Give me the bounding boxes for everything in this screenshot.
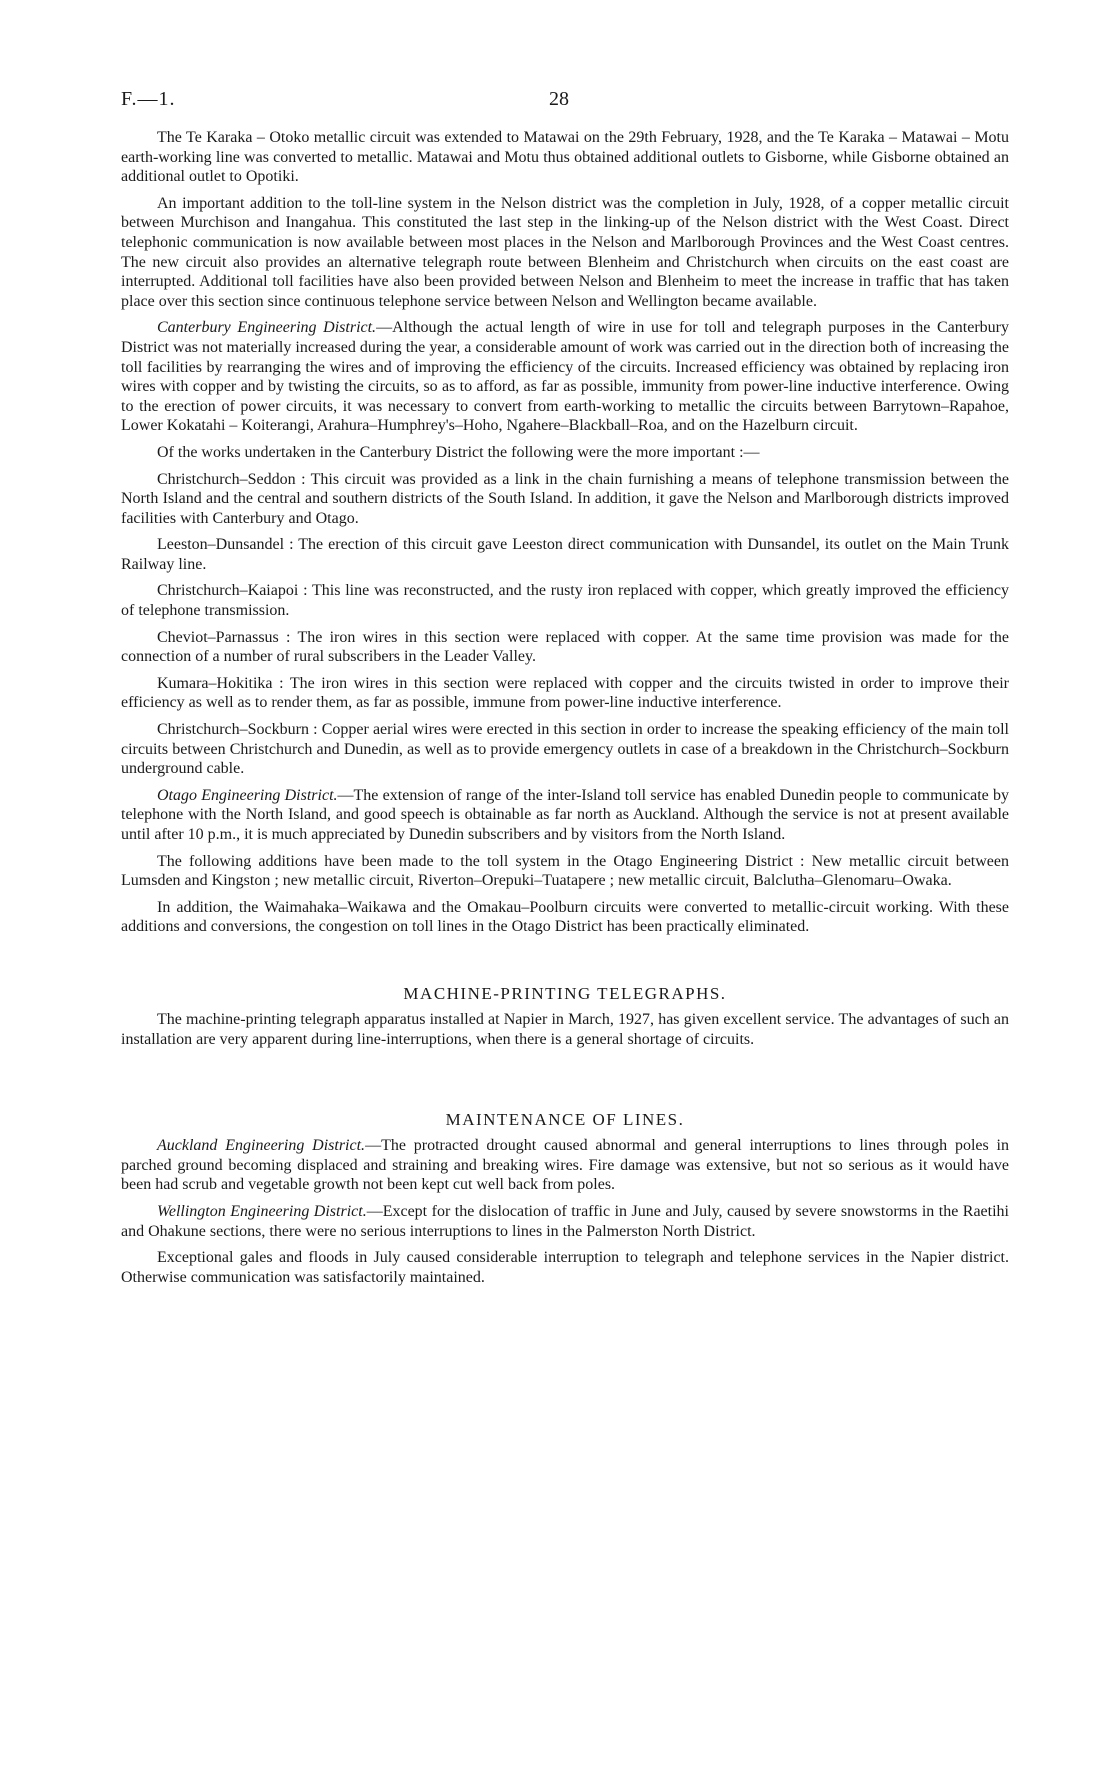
paragraph-label: Auckland Engineering District. [157,1137,366,1155]
section-heading: MAINTENANCE OF LINES. [445,1110,685,1130]
paragraph-text: Of the works undertaken in the Canterbury District the following were the more important :— [157,443,760,461]
paragraph-text: —The protracted drought caused abnormal and general interruptions to lines through poles in parched ground becoming displaced and straining and breaking wires. Fire damage was extensive, but not so serious as it would have been had scrub and vegetable growth not been kept cut well back from poles. [121,1137,1010,1194]
paragraph-wellington [121,1202,1009,1241]
paragraph-label: Wellington Engineering District. [157,1202,367,1220]
paragraph-otago-conversions [121,898,1009,937]
page-number: 28 [549,88,569,110]
paragraph-canterbury [121,318,1009,436]
paragraph-text: —Except for the dislocation of traffic in June and July, caused by severe snowstorms in the Raetihi and Ohakune sections, there were no serious interruptions to lines in the Palmerston North District. [121,1202,1009,1240]
page-header [121,88,1009,122]
section-machine-printing [121,984,1009,1049]
paragraph-napier-gales [121,1248,1009,1287]
paragraph-text: In addition, the Waimahaka–Waikawa and the Omakau–Poolburn circuits were converted to metallic-circuit working. With these additions and conversions, the congestion on toll lines in the Otago District has been practically eliminated. [121,898,1009,936]
paragraph-text: Exceptional gales and floods in July caused considerable interruption to telegraph and telephone services in the Napier district. Otherwise communication was satisfactorily maintained. [121,1249,1009,1286]
paragraph-otago [121,786,1009,845]
section-maintenance [121,1110,1009,1287]
paragraph-text: Cheviot–Parnassus : The iron wires in this section were replaced with copper. At the same time provision was made for the connection of a number of rural subscribers in the Leader Valley. [121,628,1009,666]
paragraph-text: —Although the actual length of wire in use for toll and telegraph purposes in the Canterbury District was not materially increased during the year, a considerable amount of work was carried out in the direction both of increasing the toll facilities by rearranging the wires and of improving the efficiency of the circuits. Increased efficiency was obtained by replacing iron wires with copper and by twisting the circuits, so as to afford, as far as possible, immunity from power-line inductive interference. Owing to the erection of power circuits, it was necessary to convert from earth-working to metallic the circuits between Barrytown–Rapahoe, Lower Kokatahi – Koiterangi, Arahura–Humphrey's–Hoho, Ngahere–Blackball–Roa, and on the Hazelburn circuit. [121,319,1009,435]
paragraph-kumara-hokitika [121,674,1009,713]
paragraph-text: The following additions have been made to the toll system in the Otago Engineering District : New metallic circuit between Lumsden and Kingston ; new metallic circuit, Riverton–Orepuki–Tuatapere ; new metallic circuit, Balclutha–Glenomaru–Owaka. [121,852,1009,890]
paragraph-text: The machine-printing telegraph apparatus installed at Napier in March, 1927, has given excellent service. The advantages of such an installation are very apparent during line-interruptions, when there is a general shortage of circuits. [121,1010,1009,1048]
paragraph-text: The Te Karaka – Otoko metallic circuit was extended to Matawai on the 29th February, 1928, and the Te Karaka – Matawai – Motu earth-working line was converted to metallic. Matawai and Motu thus obtained additional outlets to Gisborne, while Gisborne obtained an additional outlet to Opotiki. [121,129,1009,186]
paragraph-text: Leeston–Dunsandel : The erection of this circuit gave Leeston direct communication with Dunsandel, its outlet on the Main Trunk Railway line. [121,536,1009,573]
paragraph-otoko [121,128,1009,187]
paragraph-nelson [121,194,1009,312]
paragraph-label: Otago Engineering District. [157,786,338,804]
paragraph-cheviot-parnassus [121,628,1009,667]
paragraph-napier-machine [121,1010,1009,1049]
paragraph-leeston-dunsandel [121,535,1009,574]
document-code: F.—1. [121,88,176,110]
paragraph-otago-additions [121,852,1009,891]
paragraph-christchurch-seddon [121,470,1009,529]
paragraph-auckland [121,1136,1009,1195]
paragraph-label: Canterbury Engineering District. [157,319,377,337]
paragraph-text: An important addition to the toll-line system in the Nelson district was the completion in July, 1928, of a copper metallic circuit between Murchison and Inangahua. This constituted the last step in the linking-up of the Nelson district with the West Coast. Direct telephonic communication is now available between most places in the Nelson and Marlborough Provinces and the West Coast centres. The new circuit also provides an alternative telegraph route between Blenheim and Christchurch when circuits on the east coast are interrupted. Additional toll facilities have also been provided between Nelson and Blenheim to meet the increase in traffic that has taken place over this section since continuous telephone service between Nelson and Wellington became available. [121,194,1009,310]
paragraph-christchurch-sockburn [121,720,1009,779]
paragraph-text: Christchurch–Sockburn : Copper aerial wires were erected in this section in order to increase the speaking efficiency of the main toll circuits between Christchurch and Dunedin, as well as to provide emergency outlets in case of a breakdown in the Christchurch–Sockburn underground cable. [121,721,1009,778]
paragraph-canterbury-works [121,443,1009,463]
paragraph-text: Christchurch–Seddon : This circuit was provided as a link in the chain furnishing a means of telephone transmission between the North Island and the central and southern districts of the South Island. In addition, it gave the Nelson and Marlborough districts improved facilities with Canterbury and Otago. [121,470,1009,527]
paragraph-text: —The extension of range of the inter-Island toll service has enabled Dunedin people to communicate by telephone with the North Island, and good speech is obtainable as far north as Auckland. Although the service is not at present available until after 10 p.m., it is much appreciated by Dunedin subscribers and by visitors from the North Island. [121,786,1010,843]
paragraph-text: Kumara–Hokitika : The iron wires in this section were replaced with copper and the circuits twisted in order to improve their efficiency as well as to render them, as far as possible, immune from power-line inductive interference. [121,674,1009,712]
paragraph-christchurch-kaiapoi [121,581,1009,620]
body-text [121,128,1009,937]
document-page [121,88,1009,1294]
section-heading: MACHINE-PRINTING TELEGRAPHS. [403,983,727,1003]
paragraph-text: Christchurch–Kaiapoi : This line was reconstructed, and the rusty iron replaced with copper, which greatly improved the efficiency of telephone transmission. [121,582,1009,620]
